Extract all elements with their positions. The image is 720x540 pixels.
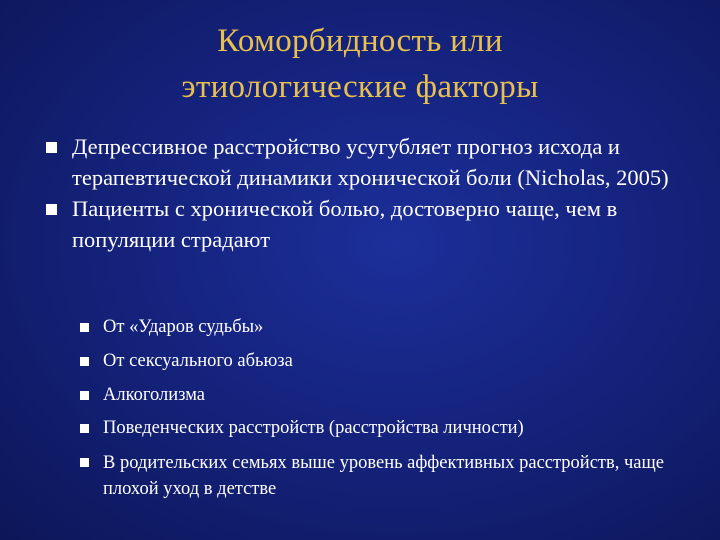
sub-bullet-text: От «Ударов судьбы» <box>103 317 264 337</box>
square-bullet-icon <box>80 357 89 366</box>
sub-bullet-item <box>79 349 699 374</box>
square-bullet-icon <box>80 424 89 433</box>
bullet-text: Пациенты с хронической болью, достоверно чаще, чем в популяции страдают <box>72 196 618 252</box>
main-bullet-list <box>44 131 684 255</box>
square-bullet-icon <box>46 142 57 153</box>
sub-bullet-item <box>79 450 699 502</box>
slide-title-line-1: Коморбидность или <box>217 23 503 59</box>
sub-bullet-item <box>79 416 699 441</box>
sub-bullet-item <box>79 383 699 408</box>
bullet-text: Депрессивное расстройство усугубляет прогноз исхода и терапевтической динамики хронической боли (Nicholas, 2005) <box>72 134 669 190</box>
bullet-item <box>44 131 684 193</box>
sub-bullet-list <box>79 315 699 511</box>
square-bullet-icon <box>80 323 89 332</box>
slide-title <box>0 18 720 110</box>
square-bullet-icon <box>80 458 89 467</box>
slide-title-line-2: этиологические факторы <box>181 69 539 105</box>
sub-bullet-text: От сексуального абьюза <box>103 350 293 371</box>
bullet-item <box>44 193 684 255</box>
sub-bullet-item <box>79 315 699 340</box>
sub-bullet-text: Поведенческих расстройств (расстройства личности) <box>103 418 524 439</box>
sub-bullet-text: В родительских семьях выше уровень аффективных расстройств, чаще плохой уход в детстве <box>103 453 664 500</box>
square-bullet-icon <box>80 391 89 400</box>
sub-bullet-text: Алкоголизма <box>103 384 205 405</box>
square-bullet-icon <box>46 204 57 215</box>
